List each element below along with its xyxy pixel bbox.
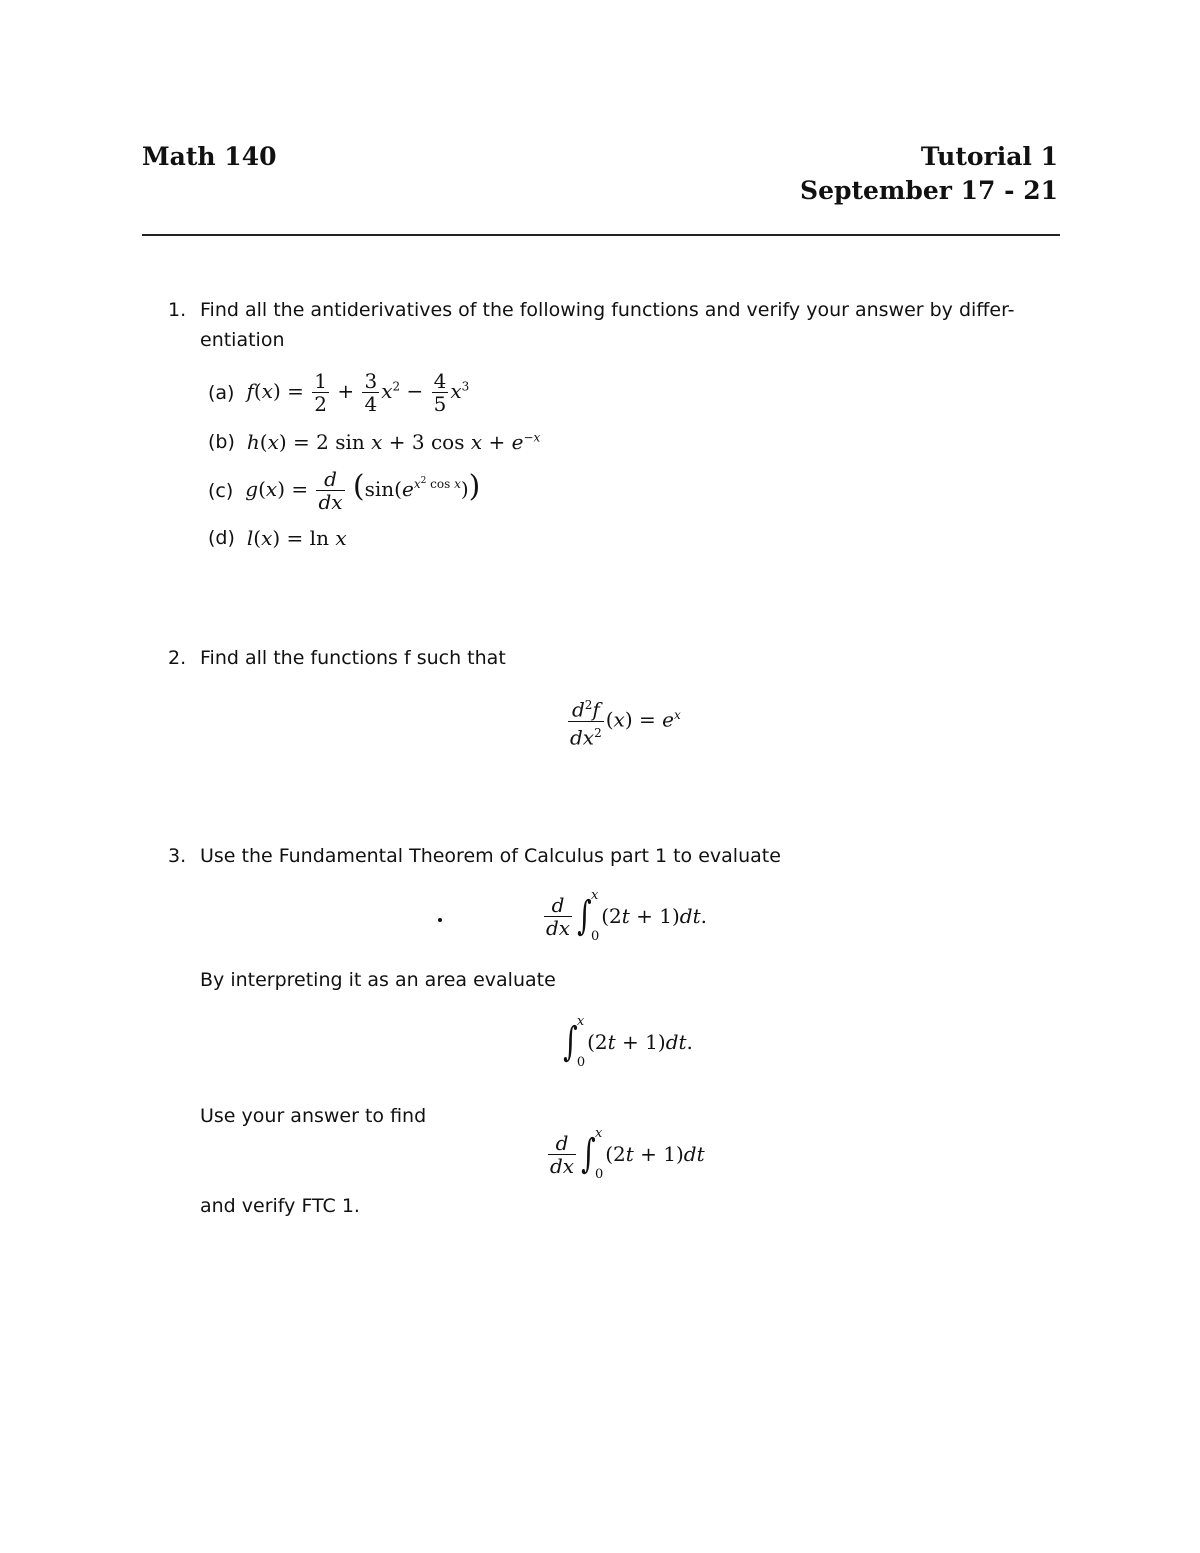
part-label: (c) <box>208 479 234 502</box>
problem-3-text-3: Use your answer to find <box>200 1105 427 1127</box>
problem-1c <box>208 468 480 513</box>
problem-2-text: Find all the functions f such that <box>200 647 506 669</box>
date-range: September 17 - 21 <box>800 176 1058 205</box>
problem-1-text-line1: Find all the antiderivatives of the following functions and verify your answer by differ- <box>200 299 1015 321</box>
problem-3-equation-1: $\frac{d}{dx}$ ∫ x 0 (2t + 1)dt. <box>546 888 707 944</box>
problem-2-number: 2. <box>168 647 187 669</box>
problem-3-text: Use the Fundamental Theorem of Calculus part 1 to evaluate <box>200 845 781 867</box>
problem-3-text-4: and verify FTC 1. <box>200 1195 360 1217</box>
problem-1-text-line2: entiation <box>200 329 285 351</box>
problem-3-text-2: By interpreting it as an area evaluate <box>200 969 556 991</box>
tutorial-title: Tutorial 1 <box>920 142 1058 171</box>
equation-1a: f(x) = $\frac{1}{2}$ + $\frac{3}{4}$ $x^2$ − $\frac{4}{5}$ $x^3$ <box>246 369 470 416</box>
part-label: (b) <box>208 431 235 453</box>
equation-1c: g(x) = $\frac{d}{dx}$ $(\sin(e^{x^2 cos x}))$ <box>245 467 481 514</box>
part-label: (d) <box>208 527 235 549</box>
header-divider <box>142 234 1060 236</box>
problem-1d <box>208 526 347 550</box>
problem-3-number: 3. <box>168 845 187 867</box>
equation-1b: h(x) = 2 sin x + 3 $\cos x + e^{-x}$ <box>246 430 541 454</box>
problem-3-equation-2: ∫ x 0 (2t + 1)dt. <box>563 1014 693 1070</box>
course-title: Math 140 <box>142 142 277 171</box>
problem-1b <box>208 430 540 454</box>
stray-dot <box>438 918 442 922</box>
problem-2-equation: $\frac{d^2f}{dx^2}$ $(x) = e^x$ <box>566 694 681 748</box>
part-label: (a) <box>208 381 235 404</box>
equation-1d: l(x) = ln x <box>246 526 347 550</box>
problem-1a <box>208 370 469 415</box>
problem-3-equation-3: $\frac{d}{dx}$ ∫ x 0 (2t + 1)dt <box>550 1126 705 1182</box>
problem-1-number: 1. <box>168 299 187 321</box>
